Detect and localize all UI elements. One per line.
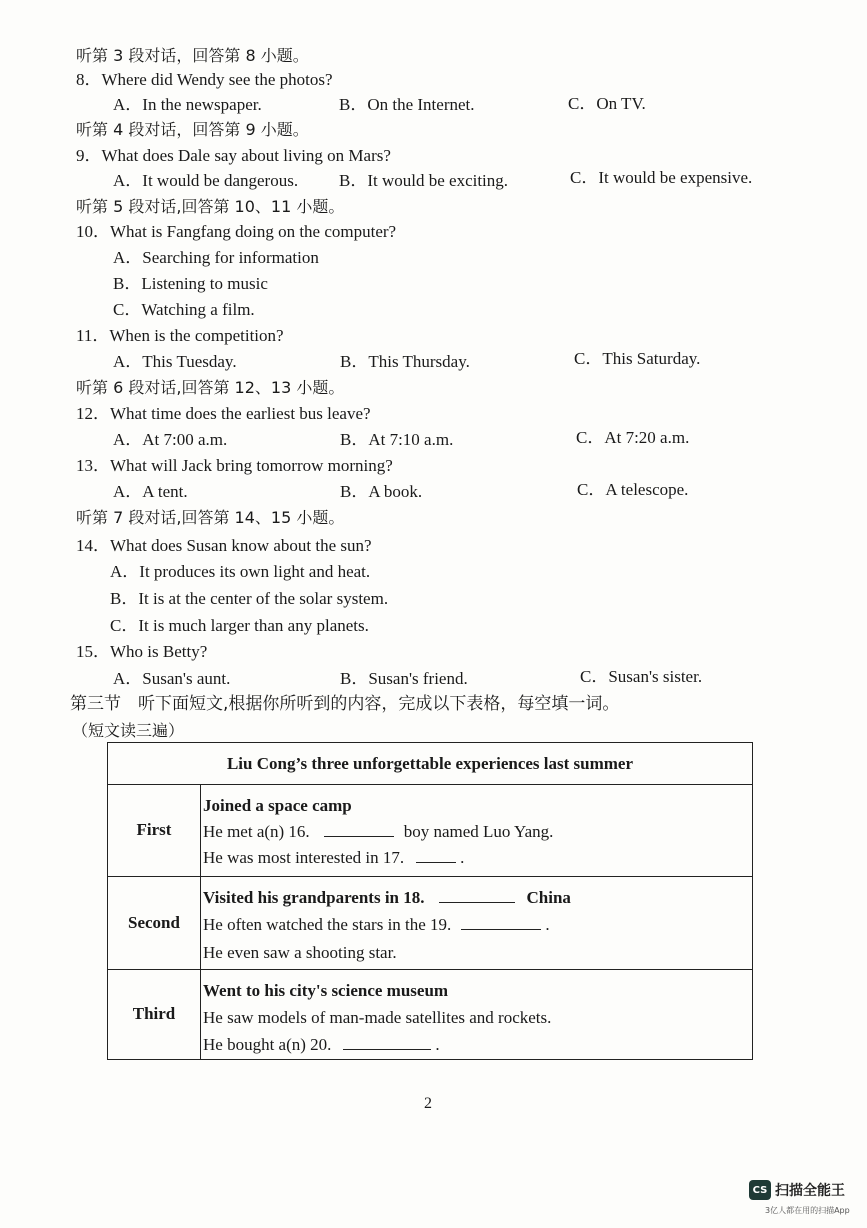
question-9: 9．What does Dale say about living on Mars? <box>76 146 391 165</box>
question-13: 13．What will Jack bring tomorrow morning? <box>76 456 393 475</box>
q12-option-b: B．At 7:10 a.m. <box>340 430 454 449</box>
q12-option-c: C．At 7:20 a.m. <box>576 428 690 447</box>
third-line-3 <box>203 1035 440 1055</box>
row-label-first: First <box>108 784 201 876</box>
q13-option-c: C．A telescope. <box>577 480 689 499</box>
q10-option-c: C．Watching a film. <box>113 300 255 319</box>
blank-19[interactable] <box>461 915 541 930</box>
q11-option-c: C．This Saturday. <box>574 349 701 368</box>
camscanner-tagline: 3亿人都在用的扫描App <box>765 1206 850 1215</box>
first-line-2-end: boy named Luo Yang. <box>403 822 554 841</box>
blank-16[interactable] <box>324 822 394 837</box>
section-3-instruction: 听第 3 段对话，回答第 8 小题。 <box>76 46 309 65</box>
q14-option-a: A．It produces its own light and heat. <box>110 562 371 581</box>
q13-option-a: A．A tent. <box>113 482 188 501</box>
first-line-2-start: He met a(n) 16. <box>203 822 310 841</box>
section-7-instruction: 听第 7 段对话,回答第 14、15 小题。 <box>76 508 345 527</box>
q8-option-a: A．In the newspaper. <box>113 95 262 114</box>
q11-option-a: A．This Tuesday. <box>113 352 237 371</box>
second-line-3: He even saw a shooting star. <box>203 943 397 962</box>
second-line-1-end: China <box>526 888 571 907</box>
question-10: 10．What is Fangfang doing on the computer? <box>76 222 397 241</box>
q15-option-c: C．Susan's sister. <box>580 667 703 686</box>
camscanner-name: 扫描全能王 <box>775 1183 845 1199</box>
q9-option-c: C．It would be expensive. <box>570 168 753 187</box>
q9-option-a: A．It would be dangerous. <box>113 171 299 190</box>
q12-option-a: A．At 7:00 a.m. <box>113 430 228 449</box>
q15-option-a: A．Susan's aunt. <box>113 669 231 688</box>
q8-option-b: B．On the Internet. <box>339 95 475 114</box>
third-line-3-end: . <box>435 1035 440 1054</box>
first-line-3 <box>203 848 464 868</box>
table-row-second <box>108 876 752 970</box>
table-row-third <box>108 969 752 1059</box>
part-3-note: （短文读三遍） <box>72 721 185 740</box>
third-line-3-start: He bought a(n) 20. <box>203 1035 332 1054</box>
question-8: 8．Where did Wendy see the photos? <box>76 70 333 89</box>
first-line-2 <box>203 822 553 842</box>
experiences-table <box>107 742 753 1060</box>
question-12: 12．What time does the earliest bus leave? <box>76 404 371 423</box>
second-line-2-start: He often watched the stars in the 19. <box>203 915 452 934</box>
part-3-instruction: 第三节 听下面短文,根据你所听到的内容，完成以下表格，每空填一词。 <box>70 694 620 714</box>
page-number: 2 <box>424 1095 432 1112</box>
q14-option-b: B．It is at the center of the solar system. <box>110 589 389 608</box>
section-5-instruction: 听第 5 段对话,回答第 10、11 小题。 <box>76 197 345 216</box>
second-line-1-start: Visited his grandparents in 18. <box>203 888 425 907</box>
first-line-3-end: . <box>460 848 465 867</box>
q13-option-b: B．A book. <box>340 482 423 501</box>
q14-option-c: C．It is much larger than any planets. <box>110 616 369 635</box>
q11-option-b: B．This Thursday. <box>340 352 470 371</box>
third-line-2: He saw models of man-made satellites and rockets. <box>203 1008 552 1027</box>
second-line-2 <box>203 915 550 935</box>
first-line-1: Joined a space camp <box>203 796 352 815</box>
camscanner-logo: CS <box>749 1180 771 1200</box>
q10-option-a: A．Searching for information <box>113 248 319 267</box>
blank-20[interactable] <box>343 1035 431 1050</box>
second-line-2-end: . <box>545 915 550 934</box>
q9-option-b: B．It would be exciting. <box>339 171 509 190</box>
row-label-third: Third <box>108 969 201 1059</box>
row-label-second: Second <box>108 876 201 969</box>
section-4-instruction: 听第 4 段对话，回答第 9 小题。 <box>76 120 309 139</box>
first-line-3-start: He was most interested in 17. <box>203 848 405 867</box>
question-14: 14．What does Susan know about the sun? <box>76 536 372 555</box>
third-line-1: Went to his city's science museum <box>203 981 449 1000</box>
q8-option-c: C．On TV. <box>568 94 646 113</box>
blank-17[interactable] <box>416 848 456 863</box>
blank-18[interactable] <box>439 888 515 903</box>
q15-option-b: B．Susan's friend. <box>340 669 468 688</box>
question-15: 15．Who is Betty? <box>76 642 208 661</box>
section-6-instruction: 听第 6 段对话,回答第 12、13 小题。 <box>76 378 345 397</box>
question-11: 11．When is the competition? <box>76 326 284 345</box>
q10-option-b: B．Listening to music <box>113 274 268 293</box>
second-line-1 <box>203 888 571 908</box>
table-row-first <box>108 784 752 877</box>
table-title: Liu Cong’s three unforgettable experiences last summer <box>108 743 752 785</box>
